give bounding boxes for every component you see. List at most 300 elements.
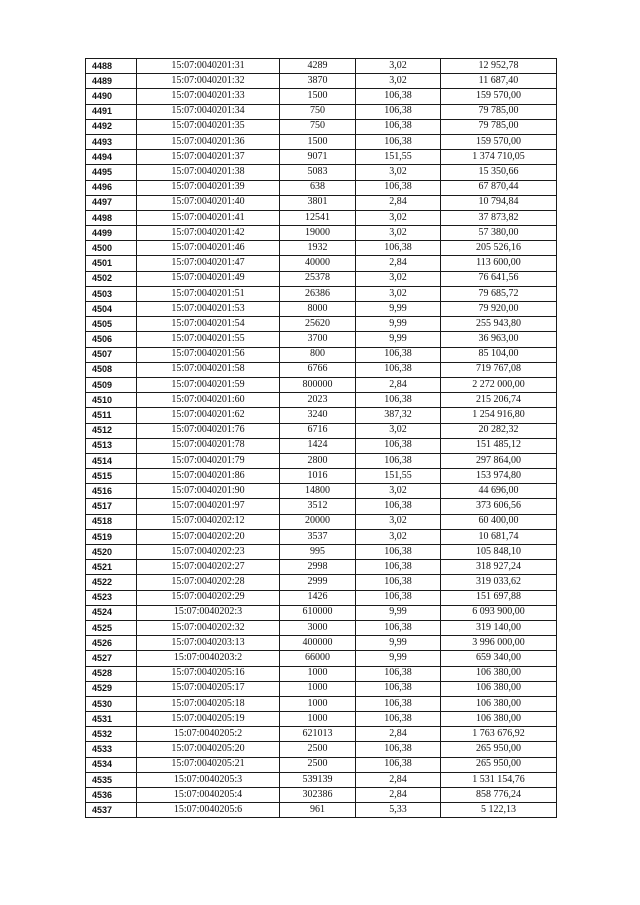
cadastral-value-cell: 1 254 916,80 bbox=[441, 408, 557, 423]
table-row bbox=[86, 560, 557, 575]
table-row bbox=[86, 803, 557, 818]
area-cell: 638 bbox=[280, 180, 356, 195]
cadastral-number-cell: 15:07:0040202:28 bbox=[137, 575, 280, 590]
cadastral-value-cell: 106 380,00 bbox=[441, 681, 557, 696]
row-number-cell: 4500 bbox=[86, 241, 137, 256]
table-row bbox=[86, 347, 557, 362]
area-cell: 1426 bbox=[280, 590, 356, 605]
rate-cell: 2,84 bbox=[356, 377, 441, 392]
table-row bbox=[86, 788, 557, 803]
cadastral-value-cell: 215 206,74 bbox=[441, 393, 557, 408]
cadastral-number-cell: 15:07:0040201:79 bbox=[137, 453, 280, 468]
area-cell: 2800 bbox=[280, 453, 356, 468]
row-number-cell: 4488 bbox=[86, 59, 137, 74]
rate-cell: 106,38 bbox=[356, 134, 441, 149]
cadastral-number-cell: 15:07:0040201:55 bbox=[137, 332, 280, 347]
rate-cell: 9,99 bbox=[356, 636, 441, 651]
rate-cell: 5,33 bbox=[356, 803, 441, 818]
row-number-cell: 4498 bbox=[86, 210, 137, 225]
area-cell: 1932 bbox=[280, 241, 356, 256]
rate-cell: 9,99 bbox=[356, 332, 441, 347]
cadastral-value-cell: 1 531 154,76 bbox=[441, 772, 557, 787]
cadastral-value-cell: 67 870,44 bbox=[441, 180, 557, 195]
cadastral-value-cell: 44 696,00 bbox=[441, 484, 557, 499]
cadastral-value-table bbox=[85, 58, 557, 818]
rate-cell: 106,38 bbox=[356, 560, 441, 575]
cadastral-number-cell: 15:07:0040205:6 bbox=[137, 803, 280, 818]
rate-cell: 2,84 bbox=[356, 772, 441, 787]
area-cell: 1016 bbox=[280, 469, 356, 484]
table-row bbox=[86, 241, 557, 256]
row-number-cell: 4522 bbox=[86, 575, 137, 590]
row-number-cell: 4514 bbox=[86, 453, 137, 468]
cadastral-value-cell: 105 848,10 bbox=[441, 545, 557, 560]
cadastral-number-cell: 15:07:0040201:46 bbox=[137, 241, 280, 256]
cadastral-value-cell: 205 526,16 bbox=[441, 241, 557, 256]
table-row bbox=[86, 256, 557, 271]
table-row bbox=[86, 59, 557, 74]
cadastral-number-cell: 15:07:0040203:13 bbox=[137, 636, 280, 651]
cadastral-value-cell: 10 794,84 bbox=[441, 195, 557, 210]
cadastral-number-cell: 15:07:0040201:33 bbox=[137, 89, 280, 104]
area-cell: 2023 bbox=[280, 393, 356, 408]
cadastral-value-cell: 153 974,80 bbox=[441, 469, 557, 484]
row-number-cell: 4492 bbox=[86, 119, 137, 134]
area-cell: 1000 bbox=[280, 712, 356, 727]
row-number-cell: 4525 bbox=[86, 620, 137, 635]
table-body bbox=[86, 59, 557, 818]
cadastral-value-cell: 2 272 000,00 bbox=[441, 377, 557, 392]
cadastral-number-cell: 15:07:0040201:60 bbox=[137, 393, 280, 408]
table-row bbox=[86, 545, 557, 560]
area-cell: 2999 bbox=[280, 575, 356, 590]
cadastral-value-cell: 20 282,32 bbox=[441, 423, 557, 438]
row-number-cell: 4518 bbox=[86, 514, 137, 529]
table-row bbox=[86, 469, 557, 484]
row-number-cell: 4504 bbox=[86, 302, 137, 317]
row-number-cell: 4532 bbox=[86, 727, 137, 742]
rate-cell: 106,38 bbox=[356, 712, 441, 727]
table-row bbox=[86, 317, 557, 332]
cadastral-number-cell: 15:07:0040201:58 bbox=[137, 362, 280, 377]
table-row bbox=[86, 408, 557, 423]
area-cell: 400000 bbox=[280, 636, 356, 651]
cadastral-value-cell: 319 140,00 bbox=[441, 620, 557, 635]
table-row bbox=[86, 271, 557, 286]
area-cell: 961 bbox=[280, 803, 356, 818]
cadastral-number-cell: 15:07:0040201:39 bbox=[137, 180, 280, 195]
row-number-cell: 4536 bbox=[86, 788, 137, 803]
row-number-cell: 4511 bbox=[86, 408, 137, 423]
table-row bbox=[86, 514, 557, 529]
area-cell: 621013 bbox=[280, 727, 356, 742]
row-number-cell: 4508 bbox=[86, 362, 137, 377]
rate-cell: 106,38 bbox=[356, 757, 441, 772]
rate-cell: 3,02 bbox=[356, 210, 441, 225]
rate-cell: 106,38 bbox=[356, 241, 441, 256]
table-row bbox=[86, 119, 557, 134]
cadastral-value-cell: 79 685,72 bbox=[441, 286, 557, 301]
row-number-cell: 4495 bbox=[86, 165, 137, 180]
area-cell: 1424 bbox=[280, 438, 356, 453]
cadastral-value-cell: 3 996 000,00 bbox=[441, 636, 557, 651]
cadastral-value-cell: 11 687,40 bbox=[441, 74, 557, 89]
row-number-cell: 4503 bbox=[86, 286, 137, 301]
rate-cell: 106,38 bbox=[356, 347, 441, 362]
table-row bbox=[86, 666, 557, 681]
row-number-cell: 4515 bbox=[86, 469, 137, 484]
cadastral-number-cell: 15:07:0040201:62 bbox=[137, 408, 280, 423]
row-number-cell: 4533 bbox=[86, 742, 137, 757]
area-cell: 610000 bbox=[280, 605, 356, 620]
cadastral-number-cell: 15:07:0040201:31 bbox=[137, 59, 280, 74]
table-row bbox=[86, 620, 557, 635]
row-number-cell: 4509 bbox=[86, 377, 137, 392]
rate-cell: 106,38 bbox=[356, 119, 441, 134]
cadastral-number-cell: 15:07:0040205:19 bbox=[137, 712, 280, 727]
area-cell: 750 bbox=[280, 119, 356, 134]
row-number-cell: 4506 bbox=[86, 332, 137, 347]
cadastral-number-cell: 15:07:0040201:59 bbox=[137, 377, 280, 392]
rate-cell: 9,99 bbox=[356, 317, 441, 332]
rate-cell: 3,02 bbox=[356, 74, 441, 89]
rate-cell: 2,84 bbox=[356, 788, 441, 803]
table-row bbox=[86, 150, 557, 165]
cadastral-number-cell: 15:07:0040205:16 bbox=[137, 666, 280, 681]
rate-cell: 106,38 bbox=[356, 666, 441, 681]
table-row bbox=[86, 712, 557, 727]
rate-cell: 9,99 bbox=[356, 605, 441, 620]
cadastral-value-cell: 76 641,56 bbox=[441, 271, 557, 286]
cadastral-value-cell: 255 943,80 bbox=[441, 317, 557, 332]
table-row bbox=[86, 134, 557, 149]
cadastral-value-cell: 60 400,00 bbox=[441, 514, 557, 529]
area-cell: 5083 bbox=[280, 165, 356, 180]
table-row bbox=[86, 362, 557, 377]
rate-cell: 3,02 bbox=[356, 165, 441, 180]
row-number-cell: 4491 bbox=[86, 104, 137, 119]
area-cell: 3512 bbox=[280, 499, 356, 514]
row-number-cell: 4527 bbox=[86, 651, 137, 666]
row-number-cell: 4501 bbox=[86, 256, 137, 271]
area-cell: 20000 bbox=[280, 514, 356, 529]
table-row bbox=[86, 165, 557, 180]
rate-cell: 106,38 bbox=[356, 696, 441, 711]
rate-cell: 3,02 bbox=[356, 59, 441, 74]
cadastral-number-cell: 15:07:0040202:20 bbox=[137, 529, 280, 544]
rate-cell: 106,38 bbox=[356, 545, 441, 560]
row-number-cell: 4523 bbox=[86, 590, 137, 605]
cadastral-number-cell: 15:07:0040201:47 bbox=[137, 256, 280, 271]
rate-cell: 106,38 bbox=[356, 393, 441, 408]
row-number-cell: 4493 bbox=[86, 134, 137, 149]
row-number-cell: 4521 bbox=[86, 560, 137, 575]
cadastral-value-cell: 79 785,00 bbox=[441, 104, 557, 119]
table-row bbox=[86, 605, 557, 620]
area-cell: 302386 bbox=[280, 788, 356, 803]
table-row bbox=[86, 104, 557, 119]
cadastral-number-cell: 15:07:0040205:3 bbox=[137, 772, 280, 787]
cadastral-value-cell: 318 927,24 bbox=[441, 560, 557, 575]
row-number-cell: 4510 bbox=[86, 393, 137, 408]
cadastral-value-cell: 858 776,24 bbox=[441, 788, 557, 803]
row-number-cell: 4512 bbox=[86, 423, 137, 438]
area-cell: 14800 bbox=[280, 484, 356, 499]
rate-cell: 106,38 bbox=[356, 575, 441, 590]
rate-cell: 9,99 bbox=[356, 651, 441, 666]
area-cell: 66000 bbox=[280, 651, 356, 666]
table-row bbox=[86, 195, 557, 210]
table-row bbox=[86, 302, 557, 317]
area-cell: 1500 bbox=[280, 89, 356, 104]
cadastral-value-cell: 659 340,00 bbox=[441, 651, 557, 666]
cadastral-number-cell: 15:07:0040202:23 bbox=[137, 545, 280, 560]
cadastral-value-cell: 106 380,00 bbox=[441, 712, 557, 727]
cadastral-number-cell: 15:07:0040202:29 bbox=[137, 590, 280, 605]
area-cell: 800 bbox=[280, 347, 356, 362]
area-cell: 1000 bbox=[280, 696, 356, 711]
row-number-cell: 4489 bbox=[86, 74, 137, 89]
row-number-cell: 4502 bbox=[86, 271, 137, 286]
cadastral-number-cell: 15:07:0040205:2 bbox=[137, 727, 280, 742]
cadastral-number-cell: 15:07:0040201:40 bbox=[137, 195, 280, 210]
rate-cell: 106,38 bbox=[356, 438, 441, 453]
area-cell: 6716 bbox=[280, 423, 356, 438]
cadastral-number-cell: 15:07:0040201:51 bbox=[137, 286, 280, 301]
cadastral-value-cell: 79 920,00 bbox=[441, 302, 557, 317]
table-row bbox=[86, 377, 557, 392]
cadastral-number-cell: 15:07:0040201:49 bbox=[137, 271, 280, 286]
cadastral-number-cell: 15:07:0040202:27 bbox=[137, 560, 280, 575]
row-number-cell: 4490 bbox=[86, 89, 137, 104]
cadastral-value-cell: 10 681,74 bbox=[441, 529, 557, 544]
row-number-cell: 4529 bbox=[86, 681, 137, 696]
area-cell: 25620 bbox=[280, 317, 356, 332]
area-cell: 3000 bbox=[280, 620, 356, 635]
cadastral-number-cell: 15:07:0040201:32 bbox=[137, 74, 280, 89]
rate-cell: 106,38 bbox=[356, 89, 441, 104]
row-number-cell: 4520 bbox=[86, 545, 137, 560]
row-number-cell: 4513 bbox=[86, 438, 137, 453]
table-row bbox=[86, 484, 557, 499]
table-row bbox=[86, 286, 557, 301]
rate-cell: 3,02 bbox=[356, 529, 441, 544]
row-number-cell: 4530 bbox=[86, 696, 137, 711]
table-row bbox=[86, 590, 557, 605]
cadastral-number-cell: 15:07:0040201:36 bbox=[137, 134, 280, 149]
table-row bbox=[86, 180, 557, 195]
area-cell: 995 bbox=[280, 545, 356, 560]
cadastral-value-cell: 113 600,00 bbox=[441, 256, 557, 271]
table-row bbox=[86, 727, 557, 742]
cadastral-value-cell: 373 606,56 bbox=[441, 499, 557, 514]
cadastral-number-cell: 15:07:0040201:38 bbox=[137, 165, 280, 180]
cadastral-number-cell: 15:07:0040201:37 bbox=[137, 150, 280, 165]
cadastral-number-cell: 15:07:0040201:78 bbox=[137, 438, 280, 453]
cadastral-value-cell: 1 763 676,92 bbox=[441, 727, 557, 742]
rate-cell: 106,38 bbox=[356, 104, 441, 119]
area-cell: 539139 bbox=[280, 772, 356, 787]
area-cell: 19000 bbox=[280, 226, 356, 241]
rate-cell: 9,99 bbox=[356, 302, 441, 317]
cadastral-number-cell: 15:07:0040202:32 bbox=[137, 620, 280, 635]
area-cell: 9071 bbox=[280, 150, 356, 165]
cadastral-number-cell: 15:07:0040205:21 bbox=[137, 757, 280, 772]
area-cell: 1500 bbox=[280, 134, 356, 149]
row-number-cell: 4505 bbox=[86, 317, 137, 332]
row-number-cell: 4526 bbox=[86, 636, 137, 651]
table-row bbox=[86, 742, 557, 757]
area-cell: 2500 bbox=[280, 757, 356, 772]
table-row bbox=[86, 89, 557, 104]
cadastral-number-cell: 15:07:0040201:90 bbox=[137, 484, 280, 499]
row-number-cell: 4519 bbox=[86, 529, 137, 544]
cadastral-value-cell: 6 093 900,00 bbox=[441, 605, 557, 620]
rate-cell: 106,38 bbox=[356, 362, 441, 377]
cadastral-value-cell: 159 570,00 bbox=[441, 89, 557, 104]
cadastral-value-cell: 36 963,00 bbox=[441, 332, 557, 347]
table-row bbox=[86, 210, 557, 225]
cadastral-number-cell: 15:07:0040201:41 bbox=[137, 210, 280, 225]
cadastral-value-cell: 79 785,00 bbox=[441, 119, 557, 134]
rate-cell: 2,84 bbox=[356, 256, 441, 271]
area-cell: 12541 bbox=[280, 210, 356, 225]
row-number-cell: 4528 bbox=[86, 666, 137, 681]
cadastral-value-cell: 12 952,78 bbox=[441, 59, 557, 74]
table-row bbox=[86, 772, 557, 787]
cadastral-number-cell: 15:07:0040201:53 bbox=[137, 302, 280, 317]
table-row bbox=[86, 575, 557, 590]
cadastral-value-cell: 719 767,08 bbox=[441, 362, 557, 377]
cadastral-value-cell: 265 950,00 bbox=[441, 757, 557, 772]
rate-cell: 106,38 bbox=[356, 742, 441, 757]
cadastral-number-cell: 15:07:0040205:20 bbox=[137, 742, 280, 757]
cadastral-value-cell: 57 380,00 bbox=[441, 226, 557, 241]
area-cell: 1000 bbox=[280, 666, 356, 681]
rate-cell: 3,02 bbox=[356, 226, 441, 241]
rate-cell: 106,38 bbox=[356, 499, 441, 514]
area-cell: 40000 bbox=[280, 256, 356, 271]
table-row bbox=[86, 499, 557, 514]
rate-cell: 387,32 bbox=[356, 408, 441, 423]
row-number-cell: 4537 bbox=[86, 803, 137, 818]
table-row bbox=[86, 651, 557, 666]
area-cell: 3537 bbox=[280, 529, 356, 544]
area-cell: 1000 bbox=[280, 681, 356, 696]
area-cell: 6766 bbox=[280, 362, 356, 377]
cadastral-value-cell: 297 864,00 bbox=[441, 453, 557, 468]
area-cell: 25378 bbox=[280, 271, 356, 286]
row-number-cell: 4494 bbox=[86, 150, 137, 165]
rate-cell: 151,55 bbox=[356, 469, 441, 484]
row-number-cell: 4499 bbox=[86, 226, 137, 241]
cadastral-value-cell: 5 122,13 bbox=[441, 803, 557, 818]
cadastral-value-cell: 151 697,88 bbox=[441, 590, 557, 605]
rate-cell: 106,38 bbox=[356, 620, 441, 635]
table-row bbox=[86, 226, 557, 241]
table-row bbox=[86, 636, 557, 651]
area-cell: 3870 bbox=[280, 74, 356, 89]
row-number-cell: 4534 bbox=[86, 757, 137, 772]
cadastral-number-cell: 15:07:0040205:17 bbox=[137, 681, 280, 696]
cadastral-value-cell: 1 374 710,05 bbox=[441, 150, 557, 165]
rate-cell: 3,02 bbox=[356, 514, 441, 529]
rate-cell: 2,84 bbox=[356, 727, 441, 742]
area-cell: 800000 bbox=[280, 377, 356, 392]
area-cell: 2500 bbox=[280, 742, 356, 757]
cadastral-number-cell: 15:07:0040201:86 bbox=[137, 469, 280, 484]
rate-cell: 3,02 bbox=[356, 423, 441, 438]
area-cell: 3801 bbox=[280, 195, 356, 210]
area-cell: 8000 bbox=[280, 302, 356, 317]
cadastral-value-cell: 265 950,00 bbox=[441, 742, 557, 757]
cadastral-number-cell: 15:07:0040201:34 bbox=[137, 104, 280, 119]
cadastral-number-cell: 15:07:0040202:3 bbox=[137, 605, 280, 620]
row-number-cell: 4517 bbox=[86, 499, 137, 514]
area-cell: 750 bbox=[280, 104, 356, 119]
cadastral-number-cell: 15:07:0040205:4 bbox=[137, 788, 280, 803]
cadastral-number-cell: 15:07:0040201:97 bbox=[137, 499, 280, 514]
row-number-cell: 4497 bbox=[86, 195, 137, 210]
cadastral-number-cell: 15:07:0040205:18 bbox=[137, 696, 280, 711]
cadastral-value-cell: 106 380,00 bbox=[441, 696, 557, 711]
table-row bbox=[86, 453, 557, 468]
table-row bbox=[86, 696, 557, 711]
rate-cell: 3,02 bbox=[356, 286, 441, 301]
table-row bbox=[86, 423, 557, 438]
rate-cell: 106,38 bbox=[356, 681, 441, 696]
table-row bbox=[86, 332, 557, 347]
area-cell: 2998 bbox=[280, 560, 356, 575]
row-number-cell: 4507 bbox=[86, 347, 137, 362]
row-number-cell: 4524 bbox=[86, 605, 137, 620]
area-cell: 4289 bbox=[280, 59, 356, 74]
table-row bbox=[86, 681, 557, 696]
cadastral-value-cell: 106 380,00 bbox=[441, 666, 557, 681]
cadastral-number-cell: 15:07:0040201:35 bbox=[137, 119, 280, 134]
rate-cell: 106,38 bbox=[356, 453, 441, 468]
cadastral-number-cell: 15:07:0040201:42 bbox=[137, 226, 280, 241]
cadastral-value-cell: 85 104,00 bbox=[441, 347, 557, 362]
area-cell: 26386 bbox=[280, 286, 356, 301]
cadastral-value-cell: 319 033,62 bbox=[441, 575, 557, 590]
area-cell: 3240 bbox=[280, 408, 356, 423]
table-row bbox=[86, 757, 557, 772]
cadastral-value-cell: 37 873,82 bbox=[441, 210, 557, 225]
table-row bbox=[86, 529, 557, 544]
rate-cell: 151,55 bbox=[356, 150, 441, 165]
rate-cell: 3,02 bbox=[356, 484, 441, 499]
row-number-cell: 4496 bbox=[86, 180, 137, 195]
cadastral-value-cell: 151 485,12 bbox=[441, 438, 557, 453]
row-number-cell: 4531 bbox=[86, 712, 137, 727]
rate-cell: 106,38 bbox=[356, 590, 441, 605]
cadastral-value-cell: 15 350,66 bbox=[441, 165, 557, 180]
rate-cell: 106,38 bbox=[356, 180, 441, 195]
cadastral-number-cell: 15:07:0040202:12 bbox=[137, 514, 280, 529]
cadastral-number-cell: 15:07:0040201:54 bbox=[137, 317, 280, 332]
cadastral-number-cell: 15:07:0040201:56 bbox=[137, 347, 280, 362]
cadastral-number-cell: 15:07:0040203:2 bbox=[137, 651, 280, 666]
rate-cell: 3,02 bbox=[356, 271, 441, 286]
rate-cell: 2,84 bbox=[356, 195, 441, 210]
cadastral-number-cell: 15:07:0040201:76 bbox=[137, 423, 280, 438]
table-row bbox=[86, 438, 557, 453]
table-row bbox=[86, 393, 557, 408]
row-number-cell: 4535 bbox=[86, 772, 137, 787]
area-cell: 3700 bbox=[280, 332, 356, 347]
table-row bbox=[86, 74, 557, 89]
